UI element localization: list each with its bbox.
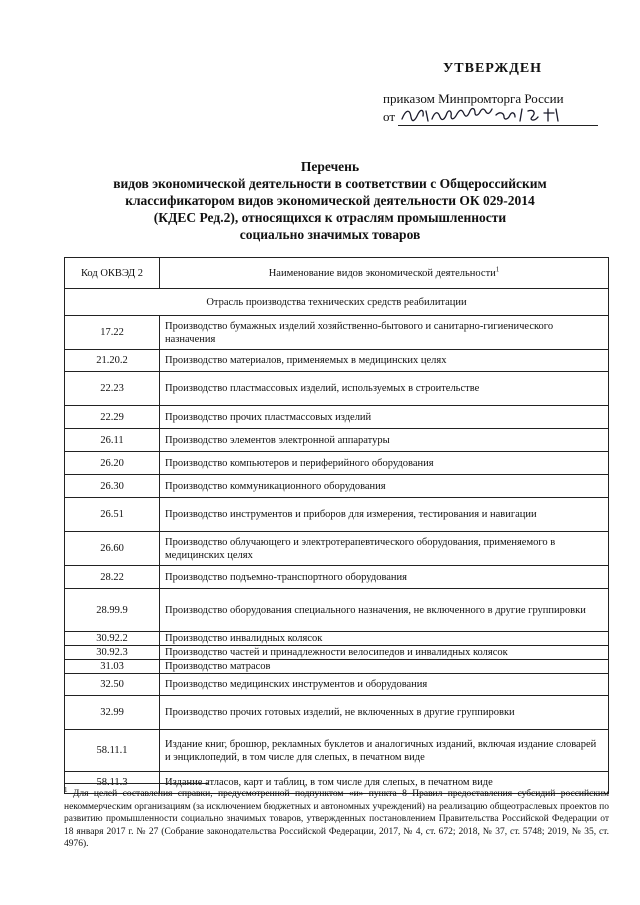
date-prefix: от [383,109,396,124]
section-title: Отрасль производства технических средств реабилитации [65,289,609,316]
row-name: Производство прочих пластмассовых изделий [160,406,609,429]
approval-dateline [383,108,603,128]
header-footnote-mark: 1 [495,265,500,273]
row-code: 58.11.3 [65,772,160,794]
row-name: Производство инструментов и приборов для измерения, тестирования и навигации [160,498,609,532]
row-code: 28.99.9 [65,589,160,632]
table-row [65,632,609,646]
title-line-4: (КДЕС Ред.2), относящихся к отраслям промышленности [153,210,507,225]
table-row [65,730,609,772]
table-row [65,532,609,566]
title-line-2: видов экономической деятельности в соответствии с Общероссийским [113,176,547,191]
footnote-separator [64,783,209,784]
row-name: Производство материалов, применяемых в медицинских целях [160,350,609,372]
footnote-mark: 1 [64,785,68,794]
table-row [65,566,609,589]
row-code: 22.29 [65,406,160,429]
table-row [65,696,609,730]
table-row [65,429,609,452]
header-code: Код ОКВЭД 2 [65,258,160,289]
document-title [60,158,600,243]
section-row [65,289,609,316]
approval-heading: УТВЕРЖДЕН [443,61,543,76]
row-name: Производство оборудования специального назначения, не включенного в другие группировки [160,589,609,632]
row-code: 26.11 [65,429,160,452]
handwritten-date-signature [398,105,568,125]
table-row [65,475,609,498]
row-code: 58.11.1 [65,730,160,772]
row-name: Производство облучающего и электротерапевтического оборудования, применяемого в медицинских целях [160,532,609,566]
table-row [65,660,609,674]
table-header-row [65,258,609,289]
row-code: 30.92.2 [65,632,160,646]
row-code: 22.23 [65,372,160,406]
table-row [65,316,609,350]
row-code: 28.22 [65,566,160,589]
title-line-1: Перечень [300,159,360,174]
row-code: 26.30 [65,475,160,498]
table-row [65,646,609,660]
okved-table [64,257,609,794]
row-name: Производство подъемно-транспортного оборудования [160,566,609,589]
row-name: Производство компьютеров и периферийного оборудования [160,452,609,475]
title-line-3: классификатором видов экономической деятельности ОК 029-2014 [125,193,535,208]
table-row [65,452,609,475]
table-row [65,406,609,429]
row-name: Производство частей и принадлежности велосипедов и инвалидных колясок [160,646,609,660]
header-name [160,258,609,289]
header-name-text: Наименование видов экономической деятельности [268,267,496,279]
table-row [65,372,609,406]
row-name: Производство коммуникационного оборудования [160,475,609,498]
row-name: Производство инвалидных колясок [160,632,609,646]
row-code: 26.20 [65,452,160,475]
date-underline [398,125,598,126]
footnote-text: Для целей составления справки, предусмотренной подпунктом «и» пункта 8 Правил предоставления субсидий российским некоммерческим организациям (за исключением бюджетных и автономных учреждений) на реализацию общеотраслевых проектов по развитию промышленности социально значимых товаров, утвержденных постановлением Правительства Российской Федерации от 18 января 2017 г. № 27 (Собрание законодательства Российской Федерации, 2017, № 4, ст. 672; 2018, № 37, ст. 5748; 2019, № 35, ст. 4976). [64,789,610,849]
table-row [65,589,609,632]
row-code: 30.92.3 [65,646,160,660]
row-name: Производство элементов электронной аппаратуры [160,429,609,452]
row-name: Издание атласов, карт и таблиц, в том числе для слепых, в печатном виде [160,772,609,794]
table-row [65,498,609,532]
row-code: 17.22 [65,316,160,350]
row-code: 21.20.2 [65,350,160,372]
row-name: Производство матрасов [160,660,609,674]
row-name: Производство прочих готовых изделий, не включенных в другие группировки [160,696,609,730]
row-code: 31.03 [65,660,160,674]
table-row [65,674,609,696]
footnote [64,785,610,851]
approval-block [383,60,603,128]
row-code: 26.60 [65,532,160,566]
title-line-5: социально значимых товаров [239,227,421,242]
table-row [65,350,609,372]
row-code: 32.99 [65,696,160,730]
row-name: Издание книг, брошюр, рекламных буклетов и аналогичных изданий, включая издание словарей и энциклопедий, в том числе для слепых, в печатном виде [160,730,609,772]
approval-order: приказом Минпромторга России [383,91,564,106]
row-code: 26.51 [65,498,160,532]
row-name: Производство медицинских инструментов и оборудования [160,674,609,696]
row-name: Производство пластмассовых изделий, используемых в строительстве [160,372,609,406]
row-code: 32.50 [65,674,160,696]
row-name: Производство бумажных изделий хозяйственно-бытового и санитарно-гигиенического назначения [160,316,609,350]
